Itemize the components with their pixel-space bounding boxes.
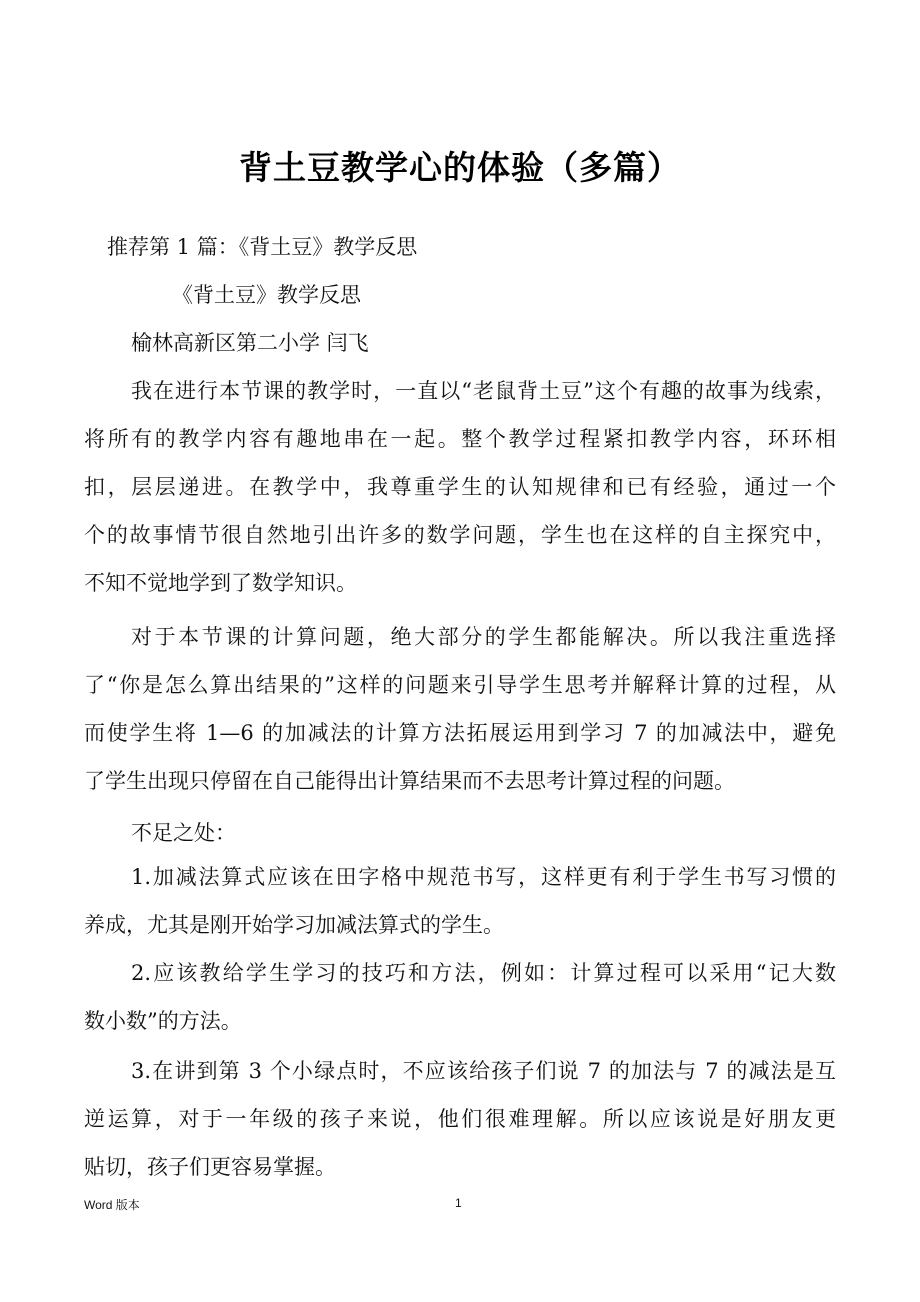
paragraph-line: 养成，尤其是刚开始学习加减法算式的学生。 xyxy=(84,913,504,937)
paragraph-line: 而使学生将 1—6 的加减法的计算方法拓展运用到学习 7 的加减法中，避免 xyxy=(84,721,836,745)
document-title: 背土豆教学心的体验（多篇） xyxy=(239,148,681,187)
paragraph-line: 数小数”的方法。 xyxy=(84,1009,242,1033)
paragraph-line: 贴切，孩子们更容易掌握。 xyxy=(84,1155,336,1179)
paragraph-line: 不知不觉地学到了数学知识。 xyxy=(84,571,357,595)
article-subtitle: 《背土豆》教学反思 xyxy=(172,283,361,307)
paragraph-line: 逆运算，对于一年级的孩子来说，他们很难理解。所以应该说是好朋友更 xyxy=(84,1107,836,1131)
paragraph-line: 3.在讲到第 3 个小绿点时，不应该给孩子们说 7 的加法与 7 的减法是互 xyxy=(131,1059,836,1083)
paragraph-line: 对于本节课的计算问题，绝大部分的学生都能解决。所以我注重选择 xyxy=(131,625,836,649)
recommended-heading: 推荐第 1 篇：《背土豆》教学反思 xyxy=(107,235,418,259)
shortcomings-label: 不足之处： xyxy=(131,821,236,845)
paragraph-line: 个的故事情节很自然地引出许多的数学问题，学生也在这样的自主探究中， xyxy=(84,523,836,547)
paragraph-line: 我在进行本节课的教学时，一直以“老鼠背土豆”这个有趣的故事为线索， xyxy=(131,379,836,403)
paragraph-line: 了学生出现只停留在自己能得出计算结果而不去思考计算过程的问题。 xyxy=(84,769,735,793)
footer-version-label: Word 版本 xyxy=(84,1198,140,1212)
page-number: 1 xyxy=(455,1196,462,1210)
paragraph-line: 将所有的教学内容有趣地串在一起。整个教学过程紧扣教学内容，环环相 xyxy=(84,427,836,451)
paragraph-line: 2.应该教给学生学习的技巧和方法，例如：计算过程可以采用“记大数 xyxy=(131,961,836,985)
paragraph-line: 扣，层层递进。在教学中，我尊重学生的认知规律和已有经验，通过一个 xyxy=(84,475,836,499)
author-line: 榆林高新区第二小学 闫飞 xyxy=(131,331,369,355)
paragraph-line: 1.加减法算式应该在田字格中规范书写，这样更有利于学生书写习惯的 xyxy=(131,865,836,889)
paragraph-line: 了“你是怎么算出结果的”这样的问题来引导学生思考并解释计算的过程，从 xyxy=(84,673,836,697)
